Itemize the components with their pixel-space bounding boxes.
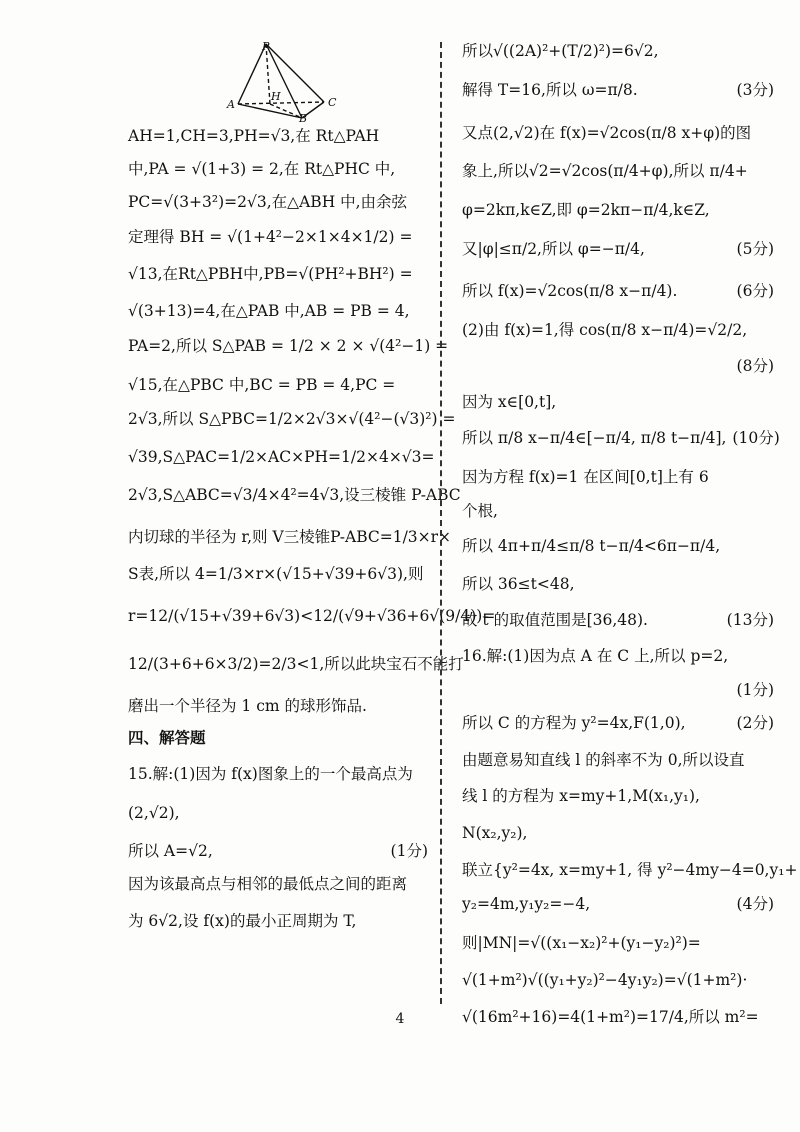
math-text: 12/(3+6+6×3/2)=2/3<1,所以此块宝石不能打 — [128, 655, 464, 673]
right-line — [462, 122, 774, 144]
math-text: 所以 f(x)=√2cos(π/8 x−π/4). — [462, 282, 678, 300]
math-text: 磨出一个半径为 1 cm 的球形饰品. — [128, 697, 367, 715]
math-text: N(x₂,y₂), — [462, 824, 528, 842]
left-line — [128, 125, 428, 147]
right-line — [462, 427, 780, 449]
math-text: 所以 π/8 x−π/4∈[−π/4, π/8 t−π/4], — [462, 429, 727, 447]
score-mark: (6分) — [736, 282, 774, 300]
segment-hb-hidden — [270, 104, 302, 118]
right-line — [462, 749, 774, 771]
math-text: 四、解答题 — [128, 729, 206, 747]
math-text: 定理得 BH = √(1+4²−2×1×4×1/2) = — [128, 228, 413, 246]
page-number: 4 — [395, 1011, 405, 1027]
right-line — [462, 238, 774, 260]
math-text: 所以 A=√2, — [128, 842, 213, 860]
math-text: 故 t 的取值范围是[36,48). — [462, 611, 648, 629]
math-text: 15.解:(1)因为 f(x)图象上的一个最高点为 — [128, 765, 413, 783]
left-line — [128, 526, 452, 548]
math-text: 由题意易知直线 l 的斜率不为 0,所以设直 — [462, 751, 745, 769]
right-line — [462, 319, 774, 341]
score-mark: (4分) — [736, 895, 774, 913]
math-text: 又|φ|≤π/2,所以 φ=−π/4, — [462, 240, 645, 258]
right-line — [462, 355, 774, 377]
score-mark: (10分) — [732, 429, 780, 447]
left-line — [128, 263, 428, 285]
math-text: √13,在Rt△PBH中,PB=√(PH²+BH²) = — [128, 265, 413, 283]
right-line — [462, 199, 774, 221]
label-p: P — [262, 40, 270, 53]
math-text: 中,PA = √(1+3) = 2,在 Rt△PHC 中, — [128, 160, 396, 178]
right-line — [462, 932, 774, 954]
math-text: 2√3,所以 S△PBC=1/2×2√3×√(4²−(√3)²) = — [128, 410, 456, 428]
score-mark: (8分) — [736, 357, 774, 375]
edge-ac-hidden — [238, 102, 324, 104]
math-text: 因为方程 f(x)=1 在区间[0,t]上有 6 — [462, 468, 709, 486]
math-text: 所以 36≤t<48, — [462, 575, 575, 593]
left-line — [128, 446, 435, 468]
right-line — [462, 280, 774, 302]
math-text: 个根, — [462, 502, 498, 520]
left-line — [128, 727, 428, 749]
math-text: 为 6√2,设 f(x)的最小正周期为 T, — [128, 912, 357, 930]
right-line — [462, 160, 774, 182]
math-text: PC=√(3+3²)=2√3,在△ABH 中,由余弦 — [128, 193, 408, 211]
right-line — [462, 785, 774, 807]
altitude-ph-hidden — [266, 44, 270, 104]
math-text: AH=1,CH=3,PH=√3,在 Rt△PAH — [128, 127, 380, 145]
math-text: 所以 C 的方程为 y²=4x,F(1,0), — [462, 714, 686, 732]
math-text: 则|MN|=√((x₁−x₂)²+(y₁−y₂)²)= — [462, 934, 701, 952]
math-text: 所以√((2A)²+(T/2)²)=6√2, — [462, 42, 659, 60]
math-text: φ=2kπ,k∈Z,即 φ=2kπ−π/4,k∈Z, — [462, 201, 710, 219]
left-line — [128, 335, 449, 357]
label-c: C — [328, 96, 337, 109]
right-line — [462, 573, 774, 595]
left-line — [128, 408, 456, 430]
math-text: r=12/(√15+√39+6√3)<12/(√9+√36+6√(9/4))= — [128, 607, 496, 625]
right-line — [462, 535, 774, 557]
label-h: H — [271, 90, 281, 103]
left-line — [128, 763, 428, 785]
math-text: S表,所以 4=1/3×r×(√15+√39+6√3),则 — [128, 565, 424, 583]
right-line — [462, 859, 798, 881]
score-mark: (1分) — [390, 842, 428, 860]
left-line — [128, 840, 428, 862]
score-mark: (5分) — [736, 240, 774, 258]
score-mark: (1分) — [736, 681, 774, 699]
left-line — [128, 802, 428, 824]
edge-pb — [266, 44, 302, 118]
score-mark: (3分) — [736, 81, 774, 99]
right-line — [462, 466, 774, 488]
edge-pa — [238, 44, 266, 104]
left-line — [128, 484, 461, 506]
left-line — [128, 873, 428, 895]
left-line — [128, 563, 428, 585]
right-line — [462, 500, 774, 522]
left-line — [128, 191, 428, 213]
math-text: √15,在△PBC 中,BC = PB = 4,PC = — [128, 376, 396, 394]
math-text: √(3+13)=4,在△PAB 中,AB = PB = 4, — [128, 302, 410, 320]
math-text: (2)由 f(x)=1,得 cos(π/8 x−π/4)=√2/2, — [462, 321, 748, 339]
left-line — [128, 374, 428, 396]
math-text: 解得 T=16,所以 ω=π/8. — [462, 81, 638, 99]
triangular-pyramid-figure — [226, 40, 346, 125]
left-line — [128, 158, 428, 180]
math-text: 因为该最高点与相邻的最低点之间的距离 — [128, 875, 408, 893]
column-divider — [440, 42, 442, 1004]
right-line — [462, 40, 774, 62]
math-text: 联立{y²=4x, x=my+1, 得 y²−4my−4=0,y₁+ — [462, 861, 798, 879]
score-mark: (2分) — [736, 714, 774, 732]
edge-ab — [238, 104, 302, 118]
math-text: 所以 4π+π/4≤π/8 t−π/4<6π−π/4, — [462, 537, 721, 555]
left-line — [128, 653, 464, 675]
left-line — [128, 226, 428, 248]
math-text: √(16m²+16)=4(1+m²)=17/4,所以 m²= — [462, 1008, 759, 1026]
math-text: PA=2,所以 S△PAB = 1/2 × 2 × √(4²−1) = — [128, 337, 449, 355]
math-text: 线 l 的方程为 x=my+1,M(x₁,y₁), — [462, 787, 700, 805]
math-text: y₂=4m,y₁y₂=−4, — [462, 895, 591, 913]
right-line — [462, 822, 774, 844]
right-line — [462, 391, 774, 413]
left-line — [128, 695, 428, 717]
math-text: 因为 x∈[0,t], — [462, 393, 557, 411]
score-mark: (13分) — [726, 611, 774, 629]
math-text: 内切球的半径为 r,则 V三棱锥P-ABC=1/3×r× — [128, 528, 452, 546]
math-text: 16.解:(1)因为点 A 在 C 上,所以 p=2, — [462, 647, 729, 665]
math-text: 2√3,S△ABC=√3/4×4²=4√3,设三棱锥 P-ABC — [128, 486, 461, 504]
left-line — [128, 910, 428, 932]
right-line — [462, 893, 774, 915]
math-text: √39,S△PAC=1/2×AC×PH=1/2×4×√3= — [128, 448, 435, 466]
right-line — [462, 645, 774, 667]
math-text: (2,√2), — [128, 804, 180, 822]
left-line — [128, 605, 496, 627]
math-text: 象上,所以√2=√2cos(π/4+φ),所以 π/4+ — [462, 162, 748, 180]
left-line — [128, 300, 428, 322]
right-line — [462, 79, 774, 101]
label-b: B — [299, 112, 308, 125]
right-line — [462, 969, 774, 991]
math-text: √(1+m²)√((y₁+y₂)²−4y₁y₂)=√(1+m²)· — [462, 971, 748, 989]
right-line — [462, 712, 774, 734]
right-line — [462, 679, 774, 701]
math-text: 又点(2,√2)在 f(x)=√2cos(π/8 x+φ)的图 — [462, 124, 752, 142]
right-line — [462, 609, 774, 631]
label-a: A — [227, 98, 235, 111]
